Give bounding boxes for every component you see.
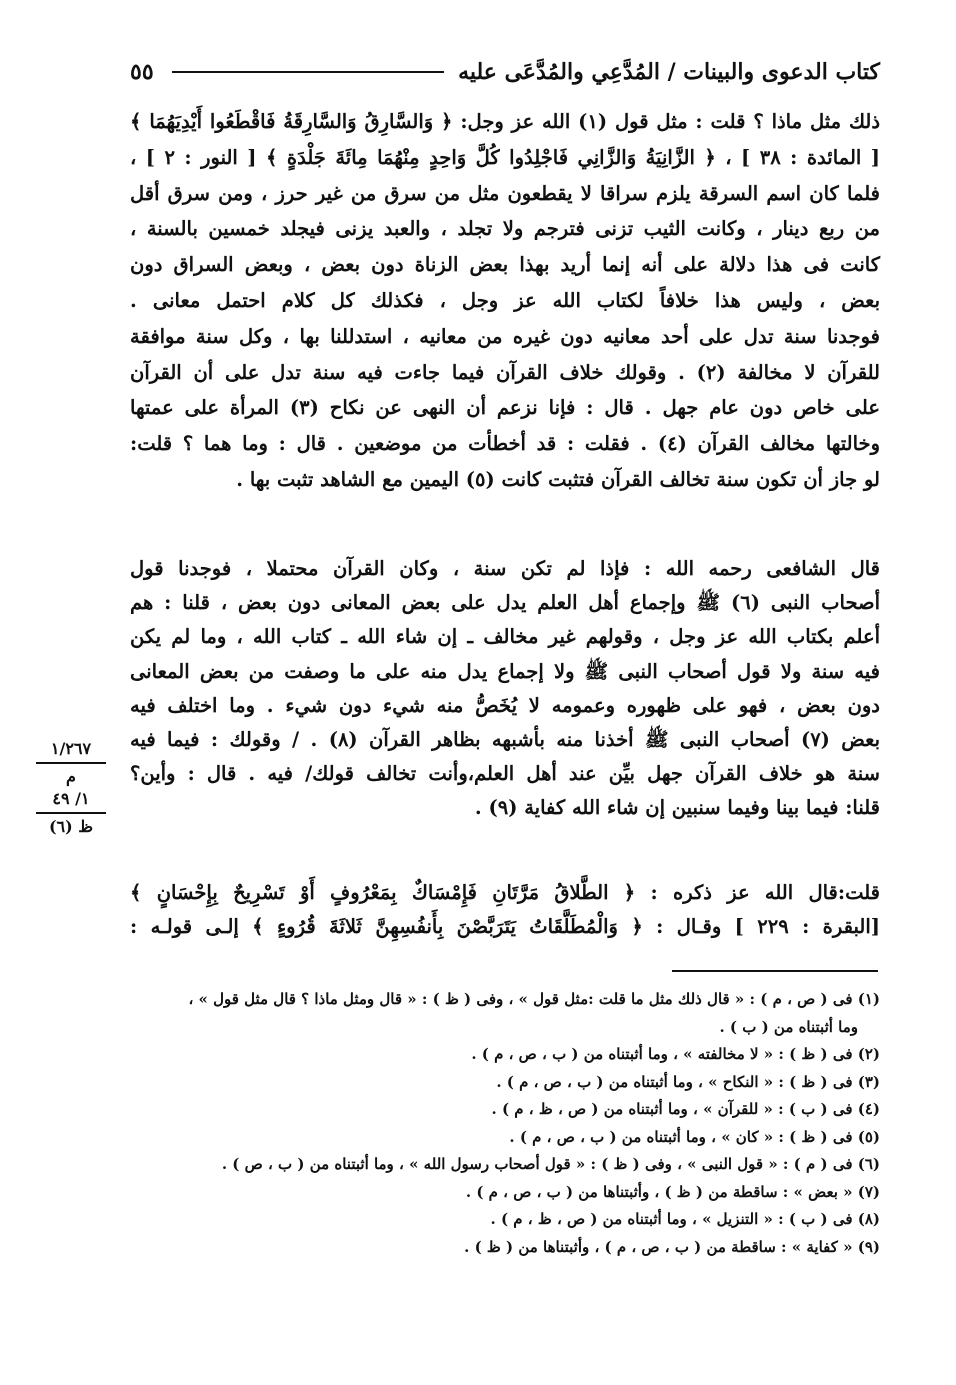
- text-line: للقرآن لا مخالفة (٢) . وقولك خلاف القرآن فيما جاءت فيه سنة تدل على أن القرآن: [130, 360, 880, 384]
- footnote: (٤) فى ( ب ) : « للقرآن » ، وما أثبتناه من ( ص ، ظ ، م ) .: [491, 1100, 880, 1118]
- text-line: فلما كان اسم السرقة يلزم سراقا لا يقطعون مثل من سرق من غير حرز ، ومن سرق أقل: [130, 181, 880, 205]
- text-line: فوجدنا سنة تدل على أحد معانيه دون غيره من معانيه ، استدللنا بها ، وكل سنة موافقة: [130, 324, 880, 348]
- text-line: كانت فى هذا دلالة على أنه إنما أريد بهذا بعض الزناة دون بعض ، وبعض السراق دون: [130, 253, 880, 277]
- text-line: دون بعض ، فهو على ظهوره وعمومه لا يُخَصُّ منه شيء دون شيء . وما اختلف فيه: [130, 693, 880, 717]
- text-line: ذلك مثل ماذا ؟ قلت : مثل قول (١) الله عز وجل: ﴿ وَالسَّارِقُ وَالسَّارِقَةُ فَاقْطَعُوا أَيْدِيَهُمَا ﴾: [130, 110, 880, 133]
- paragraph-1: [130, 104, 880, 498]
- text-line: لو جاز أن تكون سنة تخالف القرآن فتثبت كانت (٥) اليمين مع الشاهد تثبت بها .: [236, 467, 880, 491]
- footnote: (٥) فى ( ظ ) : « كان » ، وما أثبتناه من ( ب ، ص ، م ) .: [509, 1127, 880, 1146]
- footnote: (٨) فى ( ب ) : « التنزيل » ، وما أثبتناه من ( ص ، ظ ، م ) .: [490, 1210, 880, 1228]
- chapter-title: كتاب الدعوى والبينات / المُدَّعِي والمُدَّعَى عليه: [458, 59, 880, 85]
- margin-ref-line: ١/٢٦٧: [50, 739, 92, 758]
- text-line: من ربع دينار ، وكانت الثيب تزنى فترجم ولا تجلد ، والعبد يزنى فيجلد خمسين بالسنة ،: [130, 217, 880, 241]
- paragraph-2: [130, 552, 880, 826]
- footnotes: [130, 986, 880, 1261]
- footnote-continuation: وما أثبتناه من ( ب ) .: [719, 1017, 858, 1036]
- text-line: قلت:قال الله عز ذكره : ﴿ الطَّلاقُ مَرَّتَانِ فَإِمْسَاكٌ بِمَعْرُوفٍ أَوْ تَسْرِيحٌ بِإِحْسَانٍ ﴾: [130, 881, 880, 904]
- page-number: ٥٥: [130, 59, 154, 85]
- text-line: سنة هو خلاف القرآن جهل بيِّن عند أهل العلم،وأنت تخالف قولك/ فيه . قال : وأين؟: [130, 762, 880, 786]
- text-line: على خاص دون عام جهل . قال : فإنا نزعم أن النهى عن نكاح (٣) المرأة على عمتها: [130, 396, 880, 420]
- margin-ref-divider: [36, 812, 106, 814]
- text-line: [ المائدة : ٣٨ ] ، ﴿ الزَّانِيَةُ وَالزَّانِي فَاجْلِدُوا كُلَّ وَاحِدٍ مِنْهُمَا مِائَةَ جَلْدَةٍ ﴾ [ النور : ٢ ] ،: [130, 145, 880, 169]
- footnote: (٢) فى ( ظ ) : « لا مخالفته » ، وما أثبتناه من ( ب ، ص ، م ) .: [471, 1045, 880, 1063]
- text-line: أعلم بكتاب الله عز وجل ، وقولهم غير مخالف ـ إن شاء الله ـ كتاب الله ، وما لم يكن: [130, 625, 880, 649]
- header-rule: [172, 71, 444, 73]
- margin-ref-line: م: [66, 767, 76, 786]
- footnote: (٩) « كفاية » : ساقطة من ( ب ، ص ، م ) ، وأثبتناها من ( ظ ) .: [464, 1237, 880, 1256]
- footnote: (٣) فى ( ظ ) : « النكاح » ، وما أثبتناه من ( ب ، ص ، م ) .: [496, 1072, 880, 1091]
- text-line: بعض (٧) أصحاب النبى ﷺ أخذنا منه بأشبهه بظاهر القرآن (٨) . / وقولك : فيما فيه: [130, 728, 881, 752]
- text-line: أصحاب النبى (٦) ﷺ وإجماع أهل العلم يدل على بعض المعانى دون بعض ، قلنا : هم: [130, 591, 881, 615]
- footnote: (١) فى ( ص ، م ) : « قال ذلك مثل ما قلت :مثل قول » ، وفى ( ظ ) : « قال ومثل ماذا ؟ قال مثل قول » ،: [188, 990, 880, 1008]
- margin-ref-line: ظ (٦): [48, 817, 94, 836]
- manuscript-margin-reference: [32, 738, 110, 838]
- text-line: قلنا: فيما بينا وفيما سنبين إن شاء الله كفاية (٩) .: [474, 796, 880, 820]
- text-line: [البقرة : ٢٢٩ ] وقـال : ﴿ وَالْمُطَلَّقَاتُ يَتَرَبَّصْنَ بِأَنفُسِهِنَّ ثَلاثَةَ قُرُوءٍ ﴾ إلـى قولـه :: [130, 915, 880, 938]
- footnote: (٧) « بعض » : ساقطة من ( ظ ) ، وأثبتناها من ( ب ، ص ، م ) .: [465, 1182, 880, 1201]
- paragraph-3: [130, 876, 880, 944]
- footnote-divider: [672, 970, 878, 972]
- footnote: (٦) فى ( م ) : « قول النبى » ، وفى ( ظ ) : « قول أصحاب رسول الله » ، وما أثبتناه من ( ب ، ص ) .: [221, 1155, 880, 1173]
- running-header: [130, 52, 880, 92]
- text-line: بعض ، وليس هذا خلافاً لكتاب الله عز وجل ، فكذلك كل كلام احتمل معانى .: [130, 288, 880, 312]
- text-line: فيه سنة ولا قول أصحاب النبى ﷺ ولا إجماع يدل منه على ما وصفت من بعض المعانى: [130, 659, 880, 683]
- margin-ref-line: ١/ ٤٩: [52, 789, 90, 808]
- margin-ref-divider: [36, 762, 106, 764]
- text-line: وخالتها مخالف القرآن (٤) . فقلت : قد أخطأت من موضعين . قال : وما هما ؟ قلت:: [130, 432, 880, 456]
- text-line: قال الشافعى رحمه الله : فإذا لم تكن سنة ، وكان القرآن محتملا ، فوجدنا قول: [130, 557, 880, 580]
